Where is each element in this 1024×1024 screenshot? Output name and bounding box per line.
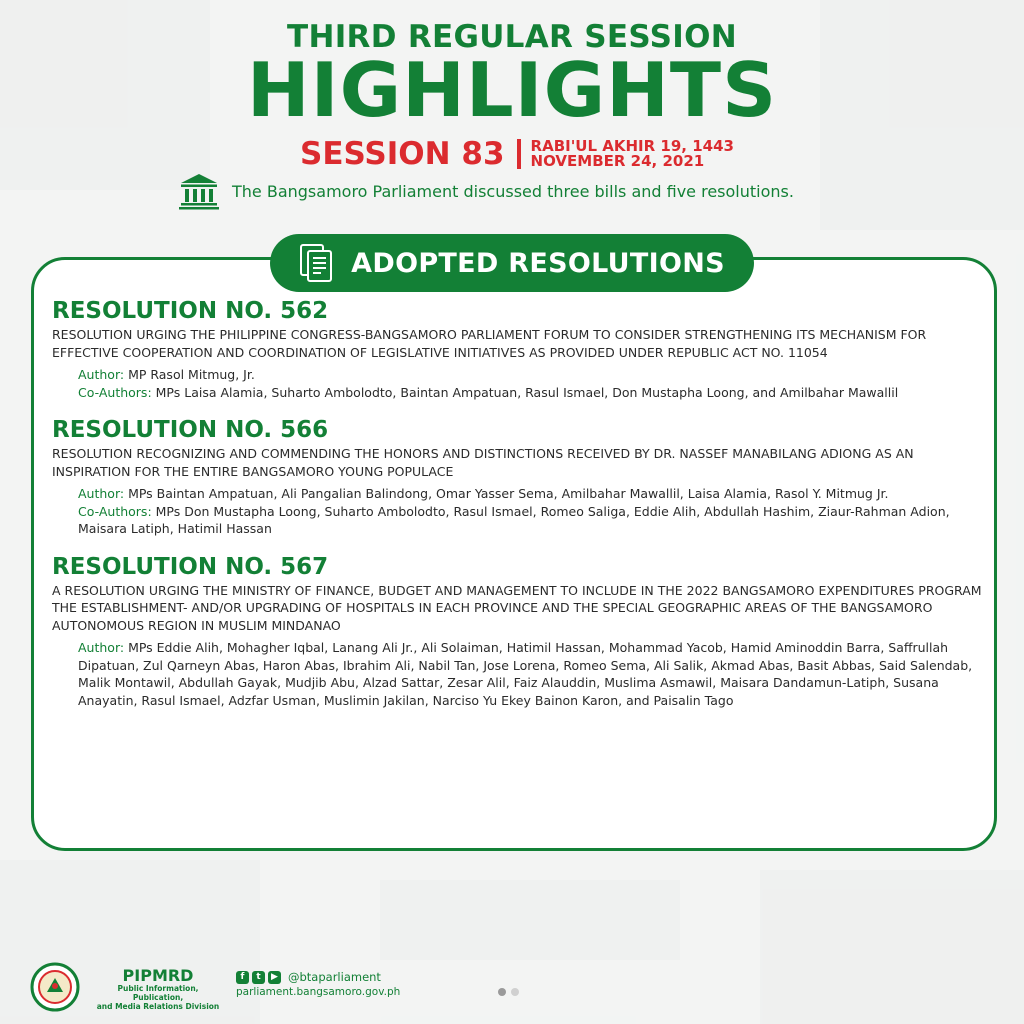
org-line-2: and Media Relations Division [96, 1002, 220, 1011]
author-line [78, 639, 982, 709]
resolution-item [52, 296, 982, 401]
author-line [78, 366, 982, 384]
author-names: MPs Eddie Alih, Mohagher Iqbal, Lanang Ali Jr., Ali Solaiman, Hatimil Hassan, Mohammad Yacob, Hamid Aminoddin Barra, Saffrullah Dipatuan, Zul Qarneyn Abas, Haron Abas, Ibrahim Ali, Nabil Tan, Jose Lorena, Romeo Sema, Ali Salik, Akmad Abas, Basit Abbas, Said Salendab, Malik Montawil, Abdullah Gayak, Mudjib Abu, Alzad Sattar, Zesar Alil, Faiz Alauddin, Muslima Asmawil, Maisara Dandamun-Latiph, Susana Anayatin, Rasul Ismael, Adzfar Usman, Muslimin Jakilan, Narciso Yu Ekey Bainon Karon, and Paisalin Tago [78, 640, 973, 708]
carousel-dot-1[interactable] [498, 988, 506, 996]
kicker-title: THIRD REGULAR SESSION [287, 19, 737, 55]
coauthor-line [78, 384, 982, 402]
resolution-description: A RESOLUTION URGING THE MINISTRY OF FINANCE, BUDGET AND MANAGEMENT TO INCLUDE IN THE 2022 BANGSAMORO EXPENDITURES PROGRAM THE ESTABLISHMENT- AND/OR UPGRADING OF HOSPITALS IN EACH PROVINCE AND THE SPECIAL GEOGRAPHIC AREAS OF THE BANGSAMORO AUTONOMOUS REGION IN MUSLIM MINDANAO [52, 582, 982, 633]
social-block [236, 970, 400, 998]
session-info [300, 134, 734, 174]
coauthor-names: MPs Don Mustapha Loong, Suharto Ambolodto, Rasul Ismael, Romeo Saliga, Eddie Alih, Abdullah Hashim, Ziaur-Rahman Adion, Maisara Latiph, Hatimil Hassan [78, 503, 950, 536]
author-names: MP Rasol Mitmug, Jr. [128, 367, 255, 382]
author-line [78, 485, 982, 503]
date-hijri: RABI'UL AKHIR 19, 1443 [530, 137, 734, 155]
document-icon [299, 243, 333, 283]
headline-title: HIGHLIGHTS [246, 46, 778, 134]
author-label: Author: [78, 486, 125, 501]
author-label: Author: [78, 367, 125, 382]
org-block [94, 968, 222, 1011]
parliament-building-icon [178, 172, 220, 210]
org-line-1: Public Information, Publication, [117, 984, 199, 1002]
org-name: PIPMRD [122, 966, 194, 985]
resolution-description: RESOLUTION URGING THE PHILIPPINE CONGRESS-BANGSAMORO PARLIAMENT FORUM TO CONSIDER STRENGTHENING ITS MECHANISM FOR EFFECTIVE COOPERATION AND COORDINATION OF LEGISLATIVE INITIATIVES AS PROVIDED UNDER REPUBLIC ACT NO. 11054 [52, 327, 927, 360]
resolutions-list [52, 296, 982, 723]
facebook-icon[interactable]: f [236, 971, 249, 984]
coauthor-line [78, 503, 982, 538]
website-link[interactable]: parliament.bangsamoro.gov.ph [236, 986, 401, 998]
carousel-indicator [498, 988, 524, 996]
coauthor-names: MPs Laisa Alamia, Suharto Ambolodto, Baintan Ampatuan, Rasul Ismael, Don Mustapha Loong, and Amilbahar Mawallil [155, 384, 899, 400]
section-heading [270, 234, 754, 292]
parliament-seal-icon [30, 962, 80, 1012]
resolution-credits [52, 485, 982, 538]
header [0, 19, 1024, 134]
resolution-description: RESOLUTION RECOGNIZING AND COMMENDING THE HONORS AND DISTINCTIONS RECEIVED BY DR. NASSEF MANABILANG ADIONG AS AN INSPIRATION FOR THE ENTIRE BANGSAMORO YOUNG POPULACE [52, 446, 914, 479]
resolution-credits [52, 639, 982, 709]
footer [0, 960, 1024, 1024]
session-number: SESSION 83 [300, 136, 505, 172]
section-title: ADOPTED RESOLUTIONS [351, 247, 725, 279]
summary-text: The Bangsamoro Parliament discussed three bills and five resolutions. [232, 181, 794, 201]
social-row [236, 970, 400, 984]
resolution-credits [52, 366, 982, 401]
youtube-icon[interactable]: ▶ [268, 971, 281, 984]
carousel-dot-2[interactable] [511, 988, 519, 996]
twitter-icon[interactable]: t [252, 971, 265, 984]
resolution-number: RESOLUTION NO. 562 [52, 298, 329, 324]
coauthor-label: Co-Authors: [78, 384, 152, 400]
coauthor-label: Co-Authors: [78, 503, 152, 519]
session-divider [517, 139, 521, 169]
resolution-number: RESOLUTION NO. 567 [52, 553, 329, 580]
session-dates [531, 139, 734, 169]
social-handle[interactable]: @btaparliament [288, 970, 381, 984]
resolution-item [52, 415, 982, 538]
resolution-number: RESOLUTION NO. 566 [52, 417, 329, 443]
date-gregorian: NOVEMBER 24, 2021 [530, 152, 705, 170]
summary [178, 172, 794, 210]
resolution-item [52, 552, 982, 710]
author-names: MPs Baintan Ampatuan, Ali Pangalian Balindong, Omar Yasser Sema, Amilbahar Mawallil, Laisa Alamia, Rasol Y. Mitmug Jr. [128, 486, 889, 501]
author-label: Author: [78, 640, 125, 655]
